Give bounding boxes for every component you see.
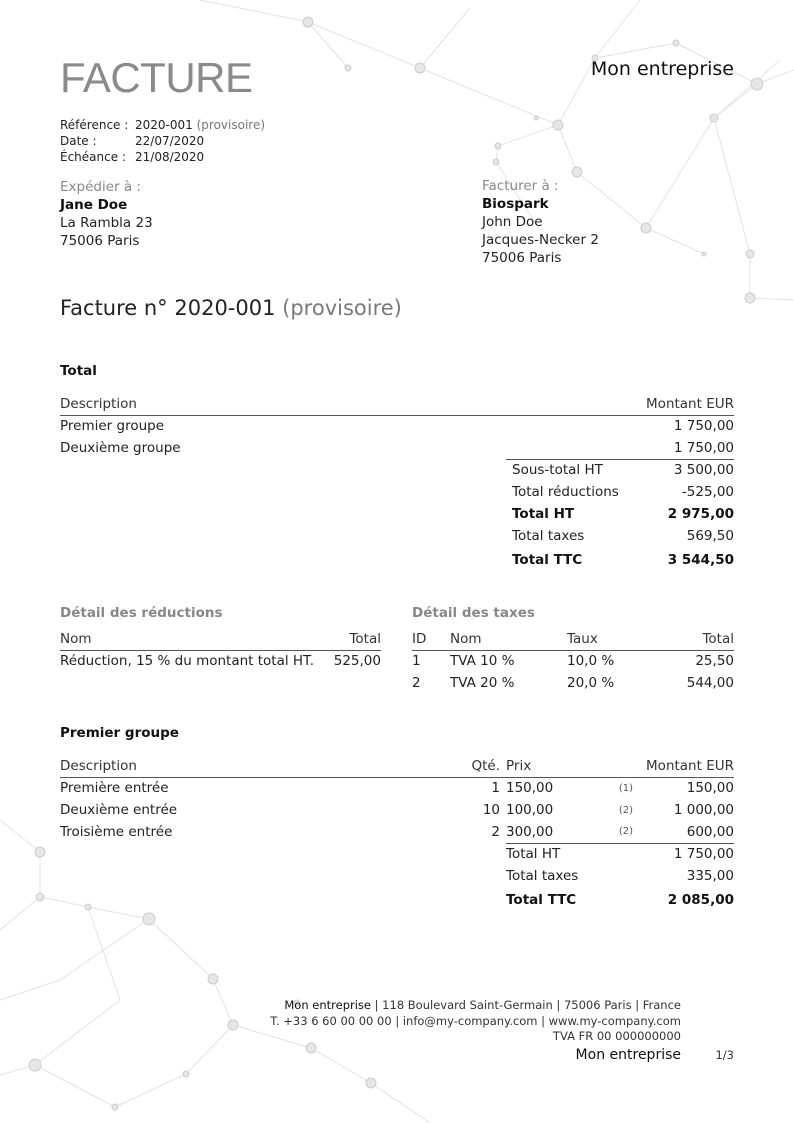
item-tax-ref: (1) [618,782,634,794]
footer-company-bottom: Mon entreprise [575,1047,681,1063]
date-label: Date : [60,134,97,148]
summary-amount: 1 750,00 [646,843,734,865]
billing-company: Biospark [482,196,549,212]
tax-id: 2 [412,675,421,691]
summary-label: Total réductions [512,484,619,500]
summary-amount: 2 085,00 [667,892,734,908]
billing-line2: 75006 Paris [482,250,562,266]
table-row [60,437,734,459]
footer-vat: TVA FR 00 000000000 [552,1029,681,1043]
summary-label: Total HT [512,506,575,522]
item-tax-ref: (2) [618,826,634,838]
billing-address [482,177,599,267]
summary-row [60,459,734,481]
summary-row [60,525,734,547]
group1-table [60,755,734,913]
reduction-total: 525,00 [333,653,381,670]
item-amount: 150,00 [686,780,734,797]
item-price: 150,00 [506,780,554,797]
group-amount: 1 750,00 [673,439,734,456]
due-date-value: 21/08/2020 [135,150,205,164]
col-description: Description [60,755,466,777]
table-row [60,650,381,672]
summary-row [60,887,734,913]
col-name: Nom [60,628,331,650]
tax-total: 25,50 [695,653,734,670]
taxes-table [412,628,734,694]
col-price: Prix [506,755,606,777]
tax-id: 1 [412,653,421,670]
total-table [60,393,734,573]
group-label: Deuxième groupe [60,439,181,456]
item-qty: 10 [482,802,500,818]
reduction-name: Réduction, 15 % du montant total HT. [60,653,314,670]
summary-amount: 2 975,00 [667,506,734,522]
table-header-row [60,755,734,777]
footer-address: | 118 Boulevard Saint-Germain | 75006 Paris | France [374,998,681,1012]
invoice-number: Facture n° 2020-001 [60,296,276,320]
footer-contact: T. +33 6 60 00 00 00 | info@my-company.com | www.my-company.com [270,1013,681,1028]
total-section-title: Total [60,363,97,379]
tax-name: TVA 10 % [450,653,515,670]
summary-label: Total TTC [512,552,583,568]
sender-name: Jane Doe [60,197,128,213]
billing-name: John Doe [482,214,543,230]
table-header-row [60,393,734,415]
summary-amount: 335,00 [686,868,734,884]
sender-line1: La Rambla 23 [60,215,153,231]
footer-company: Mon entreprise [284,998,371,1012]
item-qty: 1 [491,780,500,797]
table-row [412,650,734,672]
summary-row [60,843,734,865]
invoice-heading [60,296,402,320]
page-number: 1/3 [715,1048,734,1062]
summary-label: Total taxes [512,528,585,544]
company-name-header: Mon entreprise [590,58,734,80]
col-total: Total [647,628,734,650]
summary-label: Sous-total HT [506,459,644,481]
col-amount: Montant EUR [644,393,734,415]
summary-amount: 569,50 [686,528,734,544]
reductions-table [60,628,381,672]
reference-label: Référence : [60,118,129,132]
col-description: Description [60,393,644,415]
sender-label: Expédier à : [60,179,141,195]
summary-amount: 3 500,00 [644,459,734,481]
invoice-meta [60,117,265,165]
item-tax-ref: (2) [618,804,634,816]
summary-amount: 3 544,50 [667,552,734,568]
table-row [412,672,734,694]
item-qty: 2 [491,824,500,840]
col-id: ID [412,628,450,650]
col-total: Total [331,628,381,650]
document-title: FACTURE [60,54,253,101]
col-amount: Montant EUR [606,755,734,777]
table-row [60,777,734,799]
table-header-row [412,628,734,650]
item-description: Première entrée [60,780,169,797]
item-amount: 1 000,00 [673,802,734,818]
reference-status: (provisoire) [196,118,266,132]
item-description: Troisième entrée [60,824,173,840]
item-amount: 600,00 [686,823,734,840]
tax-name: TVA 20 % [450,675,515,691]
table-row [60,821,734,843]
summary-label: Total HT [506,843,646,865]
sender-address [60,178,153,250]
table-header-row [60,628,381,650]
tax-rate: 10,0 % [567,653,615,670]
col-rate: Taux [567,628,647,650]
summary-row [60,547,734,573]
footer-info [270,998,681,1045]
item-price: 300,00 [506,823,554,840]
summary-label: Total taxes [506,868,579,884]
table-row [60,415,734,437]
reference-value: 2020-001 [135,118,193,132]
summary-label: Total TTC [506,892,577,908]
tax-rate: 20,0 % [567,675,615,691]
item-price: 100,00 [506,802,554,818]
summary-amount: -525,00 [681,484,734,500]
invoice-status: (provisoire) [282,296,402,320]
table-row [60,799,734,821]
col-name: Nom [450,628,567,650]
summary-row [60,503,734,525]
group-amount: 1 750,00 [673,418,734,435]
due-date-label: Échéance : [60,150,126,164]
taxes-title: Détail des taxes [412,605,535,621]
sender-line2: 75006 Paris [60,233,140,249]
summary-row [60,481,734,503]
billing-label: Facturer à : [482,178,559,194]
reductions-title: Détail des réductions [60,605,223,621]
col-qty: Qté. [466,755,500,777]
item-description: Deuxième entrée [60,802,178,818]
date-value: 22/07/2020 [135,134,205,148]
summary-row [60,865,734,887]
group-label: Premier groupe [60,418,165,435]
tax-total: 544,00 [686,675,734,691]
billing-line1: Jacques-Necker 2 [482,232,599,248]
group1-title: Premier groupe [60,725,179,741]
